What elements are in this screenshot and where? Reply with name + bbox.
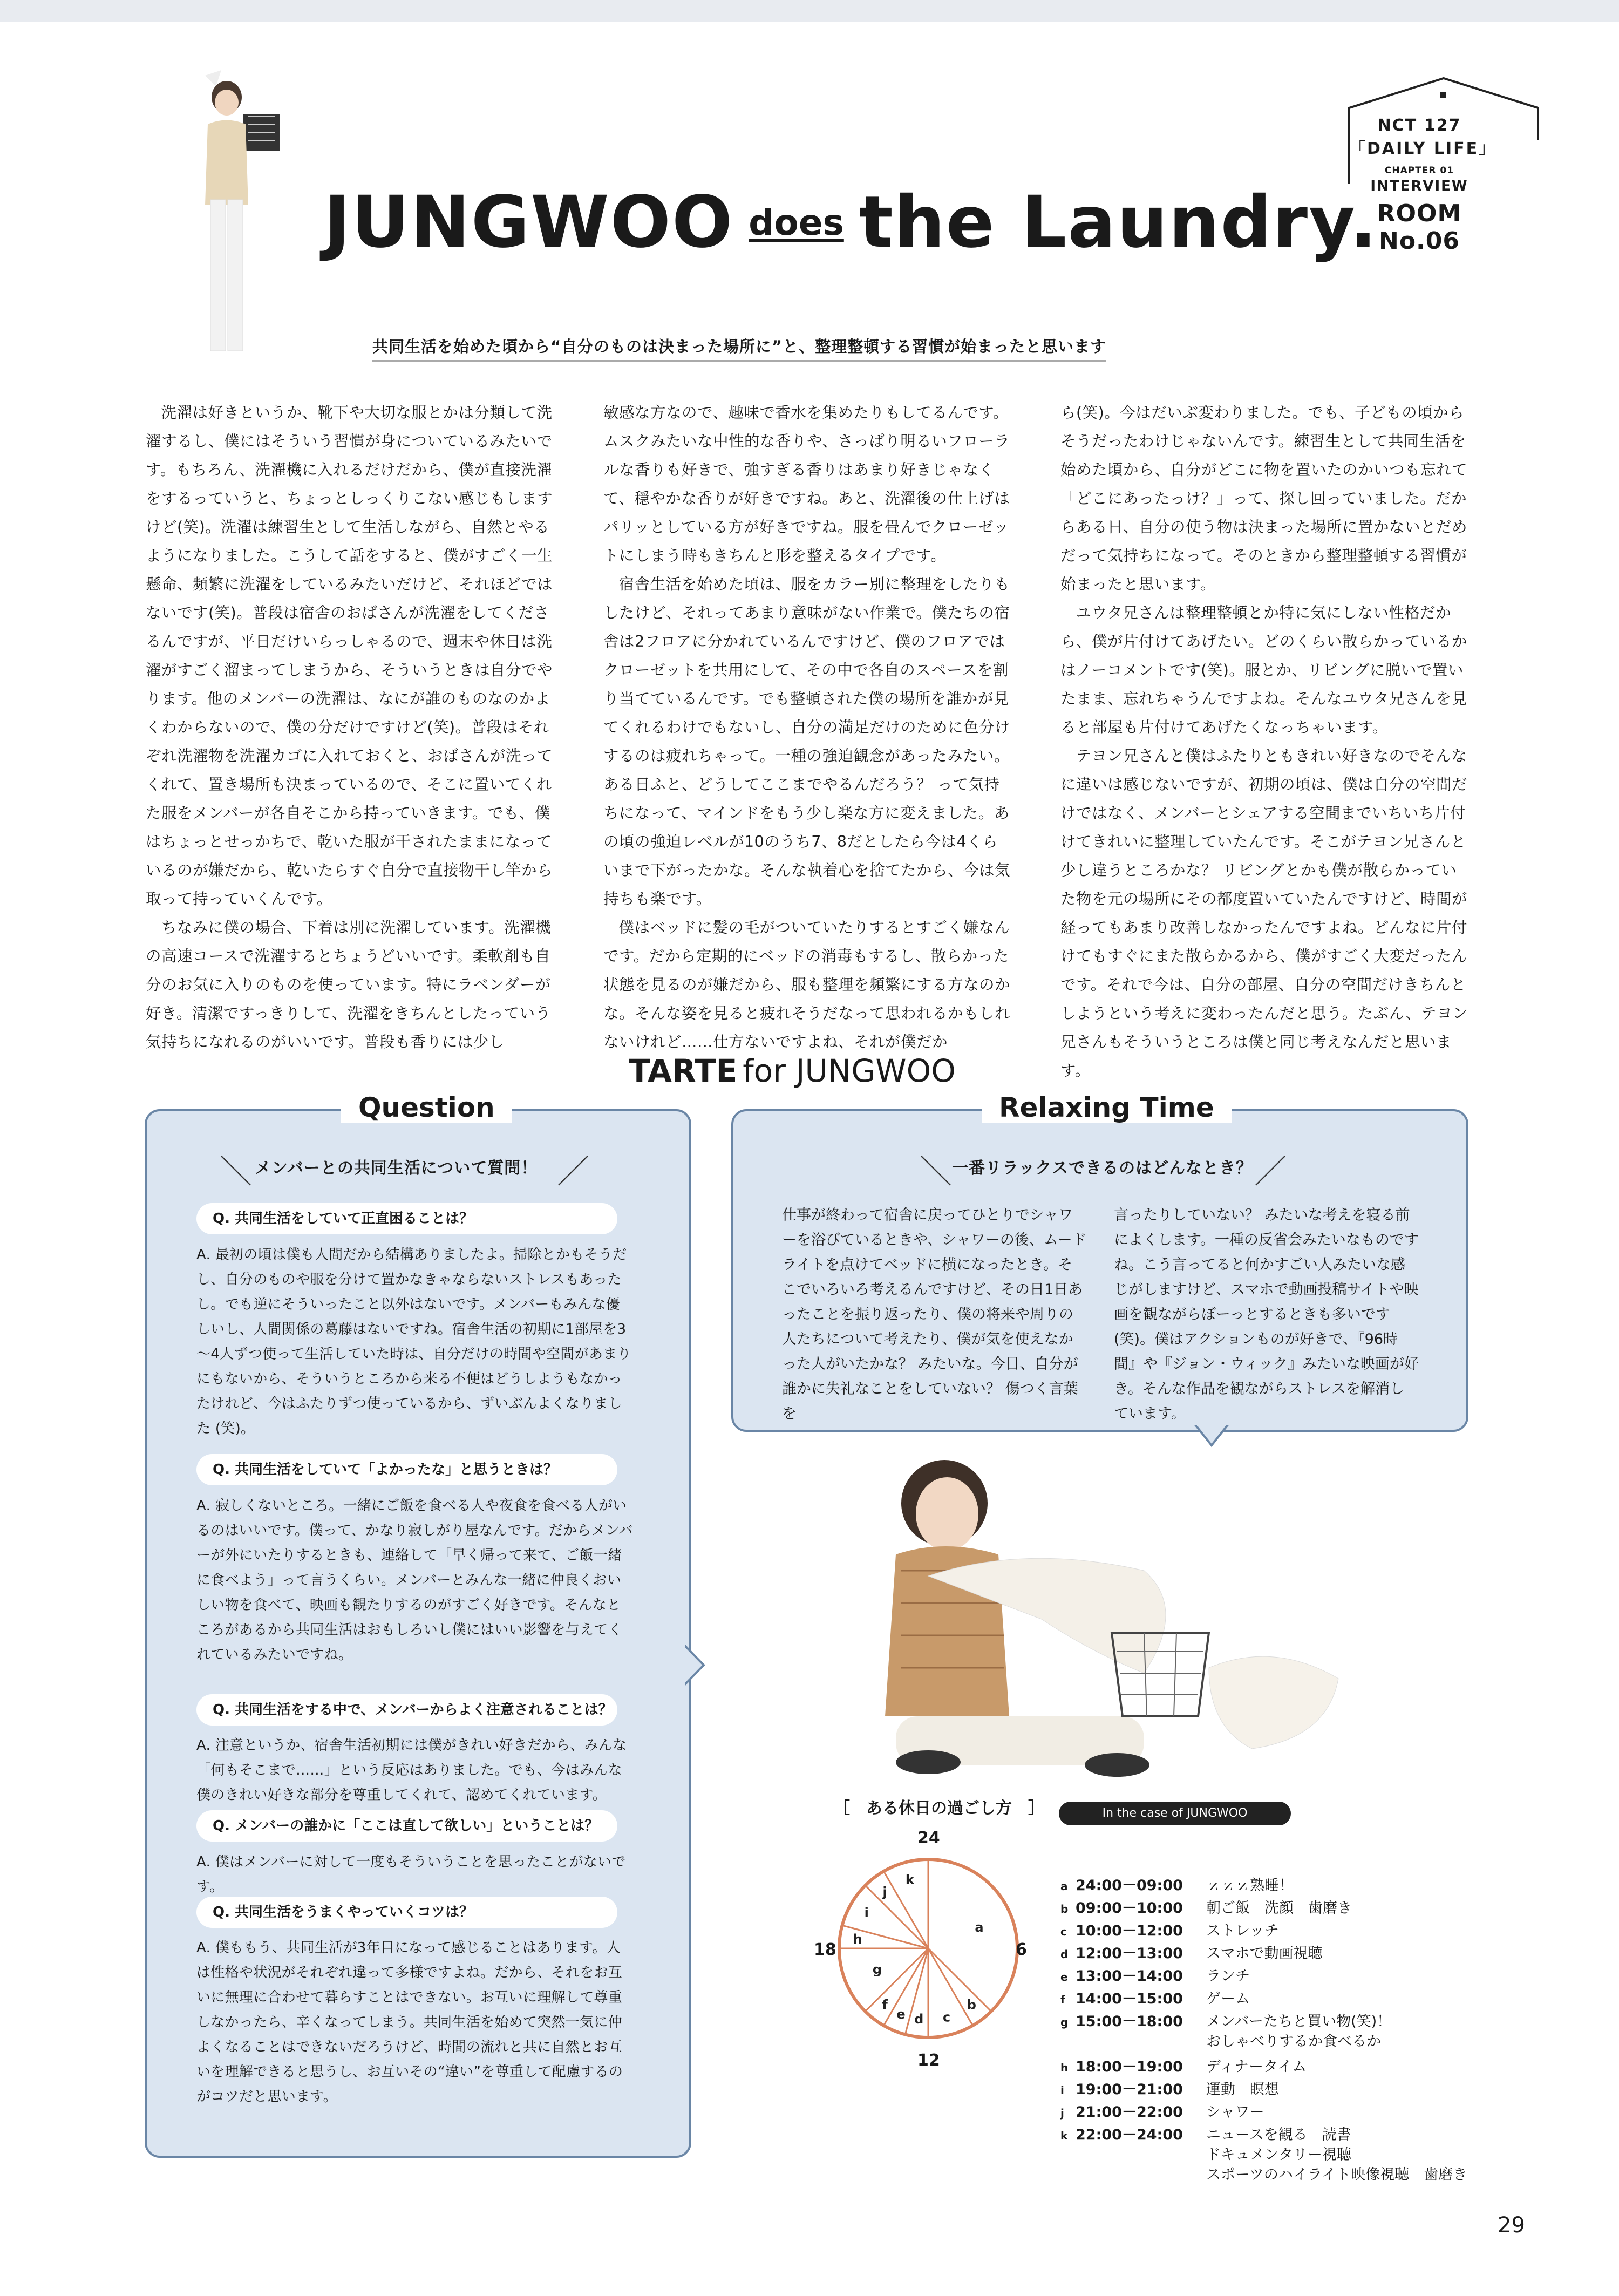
question-item: Q. 共同生活をする中で、メンバーからよく注意されることは？ bbox=[196, 1694, 617, 1726]
schedule-title: ［ ある休日の過ごし方 ］ bbox=[834, 1799, 1044, 1818]
answer-text: A. 僕はメンバーに対して一度もそういうことを思ったことがないです。 bbox=[196, 1854, 626, 1895]
clock-slice-label: j bbox=[882, 1884, 887, 1900]
answer-text: A. 僕ももう、共同生活が3年目になって感じることはあります。人は性格や状況がそれぞれ違って多様ですよね。だから、それをお互いに無理に合わせて暮らすことはできない。お互いに理解して尊重しなかったら、辛くなってしまう。共同生活を始めて突然一気に仲よくなることはできないだろうけど、時間の流れと共に自然とお互いを理解できると思うし、お互いその“違い”を尊重して配慮するのがコツだと思います。 bbox=[196, 1940, 623, 2105]
room-label: ROOM No.06 bbox=[1377, 200, 1462, 255]
subhead-slash-right: ／ bbox=[557, 1153, 589, 1191]
page-title bbox=[324, 181, 1378, 264]
case-label: In the case of JUNGWOO bbox=[1059, 1802, 1291, 1825]
question-item: Q. 共同生活をしていて正直困ることは？ bbox=[196, 1203, 617, 1234]
clock-label-6: 6 bbox=[1016, 1940, 1027, 1959]
relax-subhead: 一番リラックスできるのはどんなとき？ bbox=[952, 1159, 1253, 1178]
schedule-activity: スマホで動画視聴 bbox=[1206, 1945, 1323, 1962]
tarte-heading bbox=[629, 1052, 956, 1089]
tarte-for: for JUNGWOO bbox=[743, 1052, 956, 1089]
schedule-activity: ランチ bbox=[1206, 1968, 1250, 1985]
schedule-row bbox=[1060, 2125, 1467, 2185]
schedule-key: d bbox=[1060, 1948, 1069, 1961]
schedule-activity: ディナータイム bbox=[1206, 2059, 1307, 2075]
clock-slice-label: d bbox=[914, 2011, 924, 2027]
clock-slice-label: i bbox=[864, 1905, 869, 1920]
schedule-row bbox=[1060, 1898, 1352, 1919]
schedule-row bbox=[1060, 1944, 1322, 1965]
question-box-pointer bbox=[685, 1643, 707, 1687]
article-paragraph: 宿舎生活を始めた頃は、服をカラー別に整理をしたりもしたけど、それってあまり意味がない作業で。僕たちの宿舎は2フロアに分かれているんですけど、僕のフロアではクローゼットを共用にして、その中で各自のスペースを割り当てているんです。でも整頓された僕の場所を誰かが見てくれるわけでもないし、自分の満足だけのために色分けするのは疲れちゃって。一種の強迫観念があったみたい。ある日ふと、どうしてここまでやるんだろう？ って気持ちになって、マインドをもう少し楽な方に変えました。あの頃の強迫レベルが10のうち7、8だとしたら今は4くらいまで下がったかな。そんな執着心を捨てたから、今は気持ちも楽です。 bbox=[603, 575, 1011, 908]
schedule-clock-chart bbox=[831, 1851, 1025, 2046]
question-box bbox=[145, 1092, 691, 2158]
relax-text-right: 言ったりしていない？ みたいな考えを寝る前によくします。一種の反省会みたいなものですね。こう言ってると何かすごい人みたいな感じがしますけど、スマホで動画投稿サイトや映画を観ながらぼーっとするときも多いです(笑)。僕はアクションものが好きで、『96時間』や『ジョン・ウィック』みたいな映画が好き。そんな作品を観ながらストレスを解消しています。 bbox=[1114, 1207, 1419, 1422]
schedule-key: e bbox=[1060, 1971, 1068, 1983]
schedule-activity: 運動 瞑想 bbox=[1206, 2081, 1279, 2098]
schedule-row bbox=[1060, 2102, 1264, 2123]
schedule-activity: ニュースを観る 読書 ドキュメンタリー視聴 スポーツのハイライト映像視聴 歯磨き bbox=[1206, 2127, 1468, 2183]
clock-slice-label: g bbox=[872, 1962, 882, 1978]
clock-slice-label: h bbox=[853, 1931, 862, 1947]
clock-label-18: 18 bbox=[814, 1940, 836, 1959]
series-name: NCT 127 bbox=[1377, 116, 1461, 135]
schedule-activity: シャワー bbox=[1206, 2104, 1264, 2121]
schedule-key: f bbox=[1060, 1993, 1065, 2006]
tarte-brand: TARTE bbox=[629, 1052, 738, 1089]
question-box-title: Question bbox=[341, 1092, 512, 1123]
lead-text: 共同生活を始めた頃から“自分のものは決まった場所に”と、整理整頓する習慣が始まったと思います bbox=[372, 335, 1106, 362]
answer-text: A. 最初の頃は僕も人間だから結構ありましたよ。掃除とかもそうだし、自分のものや服を分けて置かなきゃならないストレスもあったし。でも逆にそういったこと以外はないです。メンバーもみんな優しいし、人間関係の葛藤はないですね。宿舎生活の初期に1部屋を3～4人ずつ使って生活していた時は、自分だけの時間や空間があまりにもないから、そういうところから来る不便はどうしようもなかったけれど、今はふたりずつ使っているから、ずいぶんよくなりました (笑)。 bbox=[196, 1247, 631, 1437]
schedule-key: g bbox=[1060, 2016, 1069, 2029]
article-column-1 bbox=[146, 398, 556, 1056]
schedule-activity: ｚｚｚ熟睡！ bbox=[1206, 1877, 1294, 1894]
schedule-title-text: ある休日の過ごし方 bbox=[866, 1799, 1012, 1818]
schedule-key: j bbox=[1060, 2107, 1064, 2120]
section-label: INTERVIEW bbox=[1370, 178, 1468, 194]
schedule-time: 19:00－21:00 bbox=[1076, 2081, 1183, 2098]
schedule-time: 10:00－12:00 bbox=[1076, 1923, 1183, 1939]
schedule-time: 14:00－15:00 bbox=[1076, 1991, 1183, 2007]
article-paragraph: テヨン兄さんと僕はふたりともきれい好きなのでそんなに違いは感じないですが、初期の頃は、僕は自分の空間だけではなく、メンバーとシェアする空間までいちいち片付けてきれいに整理していたんです。そこがテヨン兄さんと少し違うところかな？ リビングとかも僕が散らかっていた物を元の場所にその都度置いていたんですけど、時間が経ってもあまり改善しなかったんですよね。どんなに片付けてもすぐにまた散らかるから、僕がすごく大変だったんです。それで今は、自分の部屋、自分の空間だけきちんとしようという考えに変わったんだと思う。たぶん、テヨン兄さんもそういうところは僕と同じ考えなんだと思います。 bbox=[1060, 747, 1468, 1079]
title-name: JUNGWOO bbox=[324, 181, 734, 264]
article-paragraph: ちなみに僕の場合、下着は別に洗濯しています。洗濯機の高速コースで洗濯するとちょうどいいです。柔軟剤も自分のお気に入りのものを使っています。特にラベンダーが好き。清潔ですっきりして、洗濯をきちんとしたっていう気持ちになれるのがいいです。普段も香りには少し bbox=[146, 919, 552, 1051]
subhead-slash-right: ／ bbox=[1254, 1153, 1287, 1191]
relax-box-pointer bbox=[1193, 1425, 1230, 1449]
schedule-row bbox=[1060, 1921, 1279, 1942]
clock-slice-label: c bbox=[943, 2009, 951, 2025]
top-margin-band bbox=[0, 0, 1619, 22]
subhead-slash-left: ＼ bbox=[920, 1153, 952, 1191]
article-paragraph: ユウタ兄さんは整理整頓とか特に気にしない性格だから、僕が片付けてあげたい。どのくらい散らかっているかはノーコメントです(笑)。服とか、リビングに脱いで置いたまま、忘れちゃうんですよね。そんなユウタ兄さんを見ると部屋も片付けてあげたくなっちゃいます。 bbox=[1060, 604, 1468, 736]
chapter-label: CHAPTER 01 bbox=[1384, 165, 1454, 176]
schedule-key: h bbox=[1060, 2061, 1069, 2074]
article-column-3 bbox=[1060, 398, 1471, 1085]
title-rest: the Laundry. bbox=[859, 181, 1378, 264]
schedule-time: 24:00－09:00 bbox=[1076, 1877, 1183, 1894]
schedule-key: k bbox=[1060, 2129, 1068, 2142]
jungwoo-laundry-photo bbox=[863, 1446, 1430, 1792]
title-does: does bbox=[749, 202, 844, 243]
schedule-time: 13:00－14:00 bbox=[1076, 1968, 1183, 1985]
schedule-row bbox=[1060, 1876, 1294, 1897]
clock-label-12: 12 bbox=[917, 2051, 940, 2070]
schedule-time: 09:00－10:00 bbox=[1076, 1900, 1183, 1917]
page-number: 29 bbox=[1498, 2213, 1525, 2238]
schedule-activity: ゲーム bbox=[1206, 1991, 1250, 2007]
schedule-key: i bbox=[1060, 2084, 1064, 2097]
series-subtitle: 「DAILY LIFE」 bbox=[1349, 139, 1497, 158]
question-item: Q. 共同生活をしていて「よかったな」と思うときは？ bbox=[196, 1454, 617, 1485]
answer-text: A. 寂しくないところ。一緒にご飯を食べる人や夜食を食べる人がいるのはいいです。僕って、かなり寂しがり屋なんです。だからメンバーが外にいたりするときも、連絡して「早く帰って来て、ご飯一緒に食べよう」って言うくらい。メンバーとみんな一緒に仲良くおいしい物を食べて、映画も観たりするのがすごく好きです。そんなところがあるから共同生活はおもしろいし僕にはいい影響を与えてくれているみたいですね。 bbox=[196, 1498, 633, 1663]
schedule-activity: メンバーたちと買い物(笑)！ おしゃべりするか食べるか bbox=[1206, 2013, 1392, 2050]
relax-box bbox=[731, 1092, 1468, 1432]
article-paragraph: 僕はベッドに髪の毛がついていたりするとすごく嫌なんです。だから定期的にベッドの消毒もするし、散らかった状態を見るのが嫌だから、服も整理を頻繁にする方なのかな。そんな姿を見ると疲れそうだなって思われるかもしれないけれど……仕方ないですよね、それが僕だか bbox=[603, 919, 1011, 1051]
relax-text-left: 仕事が終わって宿舎に戻ってひとりでシャワーを浴びているときや、シャワーの後、ムードライトを点けてベッドに横になったとき。そこでいろいろ考えるんですけど、その日1日あったことを振り返ったり、僕の将来や周りの人たちについて考えたり、僕が気を使えなかった人がいたかな？ みたいな。今日、自分が誰かに失礼なことをしていない？ 傷つく言葉を bbox=[782, 1207, 1087, 1422]
schedule-time: 22:00－24:00 bbox=[1076, 2127, 1183, 2143]
clock-slice-label: a bbox=[975, 1919, 984, 1935]
schedule-key: c bbox=[1060, 1925, 1067, 1938]
schedule-time: 15:00－18:00 bbox=[1076, 2013, 1183, 2030]
clock-slice-label: f bbox=[882, 1997, 888, 2013]
schedule-key: a bbox=[1060, 1880, 1068, 1893]
article-column-2 bbox=[603, 398, 1013, 1056]
schedule-key: b bbox=[1060, 1903, 1069, 1915]
schedule-row bbox=[1060, 1989, 1250, 2010]
jungwoo-standing-photo bbox=[183, 65, 308, 378]
schedule-time: 21:00－22:00 bbox=[1076, 2104, 1183, 2121]
schedule-activity: 朝ご飯 洗顔 歯磨き bbox=[1206, 1900, 1352, 1917]
schedule-time: 18:00－19:00 bbox=[1076, 2059, 1183, 2075]
clock-slice-label: b bbox=[967, 1997, 976, 2013]
schedule-row bbox=[1060, 2057, 1307, 2078]
schedule-time: 12:00－13:00 bbox=[1076, 1945, 1183, 1962]
subhead-slash-left: ＼ bbox=[220, 1153, 252, 1191]
schedule-activity: ストレッチ bbox=[1206, 1923, 1279, 1939]
article-paragraph: ら(笑)。今はだいぶ変わりました。でも、子どもの頃からそうだったわけじゃないんです。練習生として共同生活を始めた頃から、自分がどこに物を置いたのかいつも忘れて「どこにあったっけ？」って、探し回っていました。だからある日、自分の使う物は決まった場所に置かないとだめだって気持ちになって。そのときから整理整頓する習慣が始まったと思います。 bbox=[1060, 404, 1468, 593]
relax-box-title: Relaxing Time bbox=[982, 1092, 1232, 1123]
answer-text: A. 注意というか、宿舎生活初期には僕がきれい好きだから、みんな「何もそこまで……」という反応はありました。でも、今はみんな僕のきれい好きな部分を尊重してくれて、認めてくれています。 bbox=[196, 1737, 627, 1803]
article-paragraph: 敏感な方なので、趣味で香水を集めたりもしてるんです。ムスクみたいな中性的な香りや、さっぱり明るいフローラルな香りも好きで、強すぎる香りはあまり好きじゃなくて、穏やかな香りが好きですね。あと、洗濯後の仕上げはパリッとしている方が好きですね。服を畳んでクローゼットにしまう時もきちんと形を整えるタイプです。 bbox=[603, 404, 1010, 565]
question-item: Q. 共同生活をうまくやっていくコツは？ bbox=[196, 1897, 617, 1928]
clock-slice-label: k bbox=[905, 1872, 914, 1887]
clock-slice-label: e bbox=[896, 2006, 906, 2022]
schedule-row bbox=[1060, 2012, 1391, 2052]
schedule-row bbox=[1060, 2080, 1279, 2101]
clock-label-24: 24 bbox=[917, 1829, 940, 1847]
article-paragraph: 洗濯は好きというか、靴下や大切な服とかは分類して洗濯するし、僕にはそういう習慣が身についているみたいです。もちろん、洗濯機に入れるだけだから、僕が直接洗濯をするっていうと、ちょっとしっくりこない感じもしますけど(笑)。洗濯は練習生として生活しながら、自然とやるようになりました。こうして話をすると、僕がすごく一生懸命、頻繁に洗濯をしているみたいだけど、それほどではないです(笑)。普段は宿舎のおばさんが洗濯をしてくださるんですが、平日だけいらっしゃるので、週末や休日は洗濯がすごく溜まってしまうから、そういうときは自分でやります。他のメンバーの洗濯は、なにが誰のものなのかよくわからないので、僕の分だけですけど(笑)。普段はそれぞれ洗濯物を洗濯カゴに入れておくと、おばさんが洗ってくれて、置き場所も決まっているので、そこに置いてくれた服をメンバーが各自そこから持っていきます。でも、僕はちょっとせっかちで、乾いた服が干されたままになっているのが嫌だから、乾いたらすぐ自分で直接物干し竿から取って持っていくんです。 bbox=[146, 404, 553, 908]
schedule-row bbox=[1060, 1966, 1250, 1987]
question-item: Q. メンバーの誰かに「ここは直して欲しい」ということは？ bbox=[196, 1810, 617, 1842]
question-subhead: メンバーとの共同生活について質問！ bbox=[255, 1159, 538, 1178]
